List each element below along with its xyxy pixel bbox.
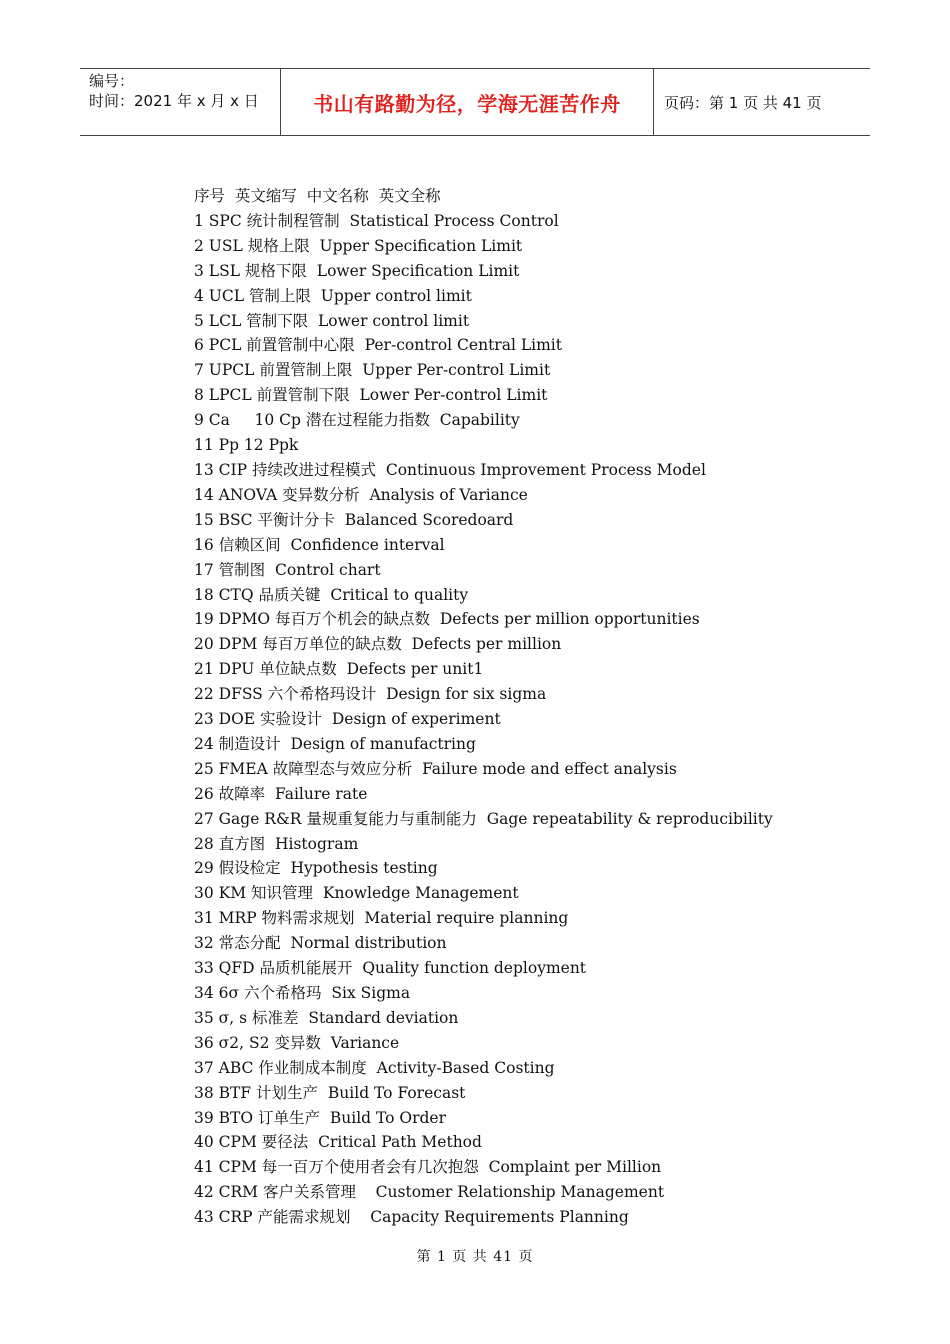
number-label: 编号： (89, 72, 135, 90)
page-info: 页码：第 1 页 共 41 页 (664, 93, 822, 112)
glossary-entry: 11 Pp 12 Ppk (194, 436, 299, 455)
glossary-entry: 43 CRP 产能需求规划 Capacity Requirements Planning (194, 1208, 629, 1227)
glossary-entry: 38 BTF 计划生产 Build To Forecast (194, 1083, 466, 1102)
glossary-entry: 31 MRP 物料需求规划 Material require planning (194, 909, 569, 928)
header-meta (80, 69, 281, 135)
glossary-entry: 26 故障率 Failure rate (194, 784, 368, 803)
glossary-entry: 25 FMEA 故障型态与效应分析 Failure mode and effect analysis (194, 759, 677, 778)
motto: 书山有路勤为径，学海无涯苦作舟 (313, 91, 621, 116)
glossary-entry: 30 KM 知识管理 Knowledge Management (194, 884, 519, 903)
glossary-entry: 37 ABC 作业制成本制度 Activity-Based Costing (194, 1058, 555, 1077)
glossary-entry: 35 σ, s 标准差 Standard deviation (194, 1008, 459, 1027)
glossary-entry: 36 σ2, S2 变异数 Variance (194, 1033, 400, 1052)
page-footer: 第 1 页 共 41 页 (416, 1249, 534, 1265)
glossary-entry: 17 管制图 Control chart (194, 560, 381, 579)
glossary-entry: 15 BSC 平衡计分卡 Balanced Scoredoard (194, 510, 514, 529)
glossary-entry: 22 DFSS 六个希格玛设计 Design for six sigma (194, 685, 547, 704)
glossary-entry: 6 PCL 前置管制中心限 Per-control Central Limit (194, 336, 562, 355)
glossary-entry: 13 CIP 持续改进过程模式 Continuous Improvement Process Model (194, 460, 706, 479)
date-line: 时间：2021 年 x 月 x 日 (89, 92, 259, 110)
glossary-entry: 9 Ca 10 Cp 潜在过程能力指数 Capability (194, 411, 520, 430)
glossary-entry: 14 ANOVA 变异数分析 Analysis of Variance (194, 485, 528, 504)
glossary-entry: 20 DPM 每百万单位的缺点数 Defects per million (194, 635, 562, 654)
glossary-entry: 42 CRM 客户关系管理 Customer Relationship Management (194, 1183, 665, 1202)
glossary-list (194, 184, 834, 1230)
glossary-entry: 1 SPC 统计制程管制 Statistical Process Control (194, 211, 559, 230)
glossary-entry: 24 制造设计 Design of manufactring (194, 734, 476, 753)
glossary-entry: 27 Gage R&R 量规重复能力与重制能力 Gage repeatability & reproducibility (194, 809, 773, 828)
glossary-entry: 5 LCL 管制下限 Lower control limit (194, 311, 470, 330)
glossary-entry: 23 DOE 实验设计 Design of experiment (194, 710, 501, 729)
glossary-entry: 2 USL 规格上限 Upper Specification Limit (194, 236, 523, 255)
glossary-entry: 40 CPM 要径法 Critical Path Method (194, 1133, 482, 1152)
glossary-entry: 3 LSL 规格下限 Lower Specification Limit (194, 261, 520, 280)
glossary-entry: 32 常态分配 Normal distribution (194, 934, 447, 953)
glossary-entry: 29 假设检定 Hypothesis testing (194, 859, 438, 878)
glossary-entry: 18 CTQ 品质关键 Critical to quality (194, 585, 469, 604)
header-page-info-cell (654, 69, 870, 135)
glossary-entry: 16 信赖区间 Confidence interval (194, 535, 445, 554)
glossary-entry: 4 UCL 管制上限 Upper control limit (194, 286, 472, 305)
glossary-entry: 19 DPMO 每百万个机会的缺点数 Defects per million opportunities (194, 610, 700, 629)
glossary-entry: 39 BTO 订单生产 Build To Order (194, 1108, 447, 1127)
page-header (80, 68, 870, 136)
glossary-entry: 33 QFD 品质机能展开 Quality function deployment (194, 959, 587, 978)
glossary-entry: 21 DPU 单位缺点数 Defects per unit1 (194, 660, 484, 679)
glossary-entry: 41 CPM 每一百万个使用者会有几次抱怨 Complaint per Million (194, 1158, 662, 1177)
glossary-entry: 8 LPCL 前置管制下限 Lower Per-control Limit (194, 386, 548, 405)
header-motto-cell (281, 69, 654, 135)
glossary-entry: 7 UPCL 前置管制上限 Upper Per-control Limit (194, 361, 551, 380)
glossary-header-row: 序号 英文缩写 中文名称 英文全称 (194, 187, 441, 205)
glossary-entry: 28 直方图 Histogram (194, 834, 359, 853)
glossary-entry: 34 6σ 六个希格玛 Six Sigma (194, 984, 411, 1002)
